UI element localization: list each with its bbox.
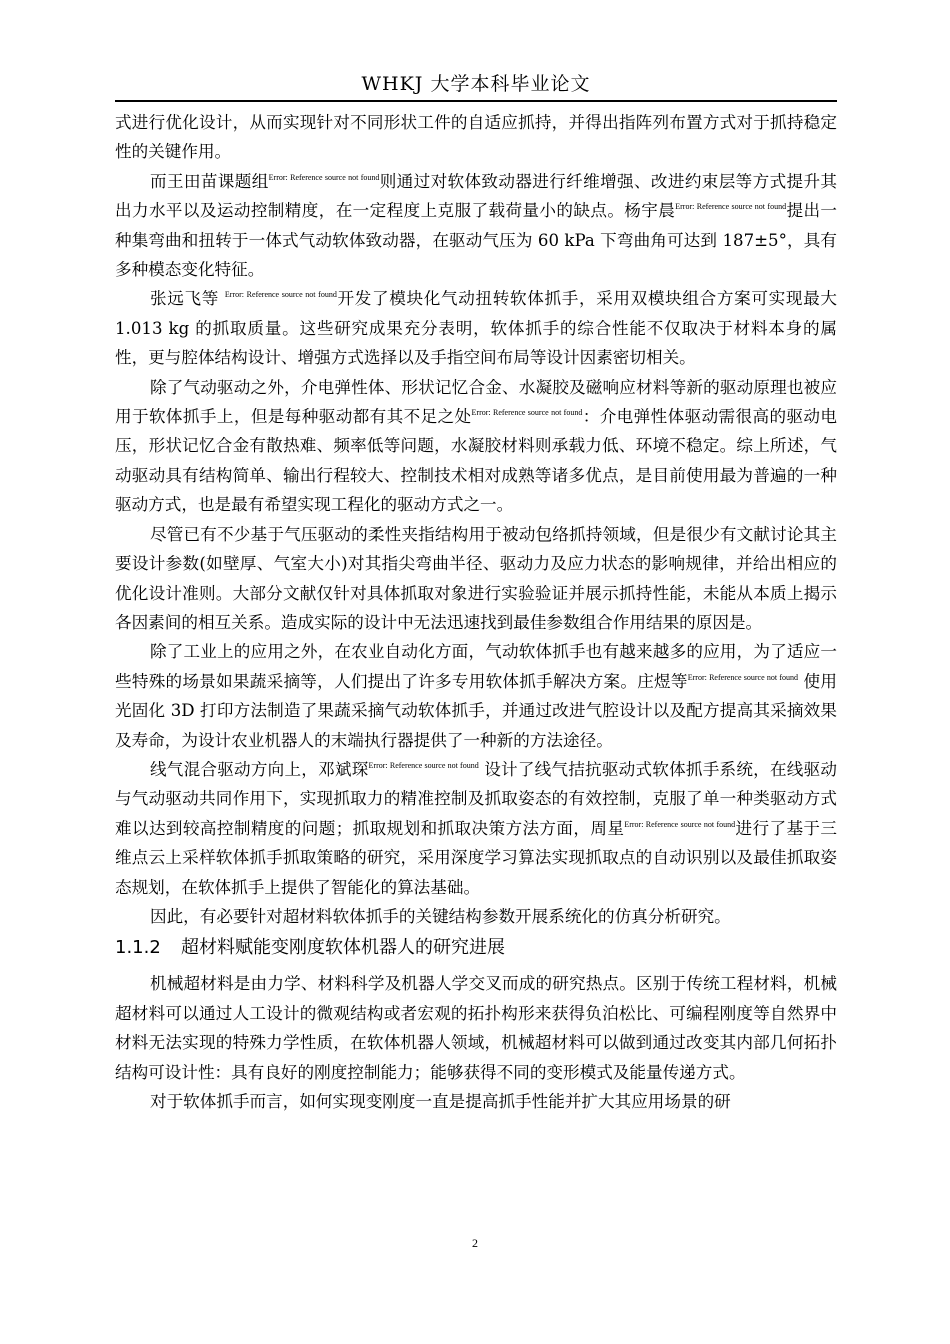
text-run: 而王田苗课题组 (150, 171, 269, 191)
citation-error: Error: Reference source not found (624, 819, 736, 829)
paragraph (115, 167, 837, 285)
paragraph: 对于软体抓手而言，如何实现变刚度一直是提高抓手性能并扩大其应用场景的研 (150, 1092, 731, 1111)
citation-error: Error: Reference source not found (675, 202, 787, 212)
text-run: 除了气动驱动之外，介电弹性体、形状记忆合金、水凝胶及磁响应材料等新的驱动原理也被应用于软体抓手上，但是每种驱动都有其不足之处 (115, 377, 837, 427)
paragraph: 机械超材料是由力学、材料科学及机器人学交叉而成的研究热点。区别于传统工程材料，机械超材料可以通过人工设计的微观结构或者宏观的拓扑构形来获得负泊松比、可编程刚度等自然界中材料无法实现的特殊力学性质，在软体机器人领域，机械超材料可以做到通过改变其内部几何拓扑结构可设计性：具有良好的刚度控制能力；能够获得不同的变形模式及能量传递方式。 (115, 974, 837, 1082)
text-run: 除了工业上的应用之外，在农业自动化方面，气动软体抓手也有越来越多的应用，为了适应一些特殊的场景如果蔬采摘等，人们提出了许多专用软体抓手解决方案。庄煜等 (115, 642, 837, 691)
text-run: 线气混合驱动方向上，邓斌琛 (150, 759, 369, 779)
paragraph: 式进行优化设计，从而实现针对不同形状工件的自适应抓持，并得出指阵列布置方式对于抓持稳定性的关键作用。 (115, 113, 837, 162)
body-text (115, 108, 837, 1116)
text-run: 设计了线气拮抗驱动式软体抓手系统，在线驱动与气动驱动共同作用下，实现抓取力的精准控制及抓取姿态的有效控制，克服了单一种类驱动方式难以达到较高控制精度的问题；抓取规划和抓取决策方法方面，周星 (115, 759, 837, 838)
text-run: 使用光固化 3D 打印方法制造了果蔬采摘气动软体抓手，并通过改进气腔设计以及配方提高其采摘效果及寿命，为设计农业机器人的末端执行器提供了一种新的方法途径。 (115, 671, 837, 750)
text-run: 进行了基于三维点云上采样软体抓手抓取策略的研究，采用深度学习算法实现抓取点的自动识别以及最佳抓取姿态规划，在软体抓手上提供了智能化的算法基础。 (115, 818, 838, 897)
paragraph: 因此，有必要针对超材料软体抓手的关键结构参数开展系统化的仿真分析研究。 (150, 906, 731, 926)
paragraph (115, 755, 837, 902)
header-divider (115, 100, 837, 102)
section-title: 超材料赋能变刚度软体机器人的研究进展 (181, 937, 505, 959)
text-run: 提出一种集弯曲和扭转于一体式气动软体致动器，在驱动气压为 60 kPa 下弯曲角可达到 187±5°，具有多种模态变化特征。 (115, 201, 838, 280)
text-run: 张远飞等 (150, 289, 225, 309)
text-run: 开发了模块化气动扭转软体抓手，采用双模块组合方案可实现最大 1.013 kg 的抓取质量。这些研究成果充分表明，软体抓手的综合性能不仅取决于材料本身的属性，更与腔体结构设计、增强方式选择以及手指空间布局等设计因素密切相关。 (115, 289, 837, 368)
section-heading (115, 935, 837, 961)
paragraph: 尽管已有不少基于气压驱动的柔性夹指结构用于被动包络抓持领域，但是很少有文献讨论其主要设计参数(如壁厚、气室大小)对其指尖弯曲半径、驱动力及应力状态的影响规律，并给出相应的优化设计准则。大部分文献仅针对具体抓取对象进行实验验证并展示抓持性能，未能从本质上揭示各因素间的相互关系。造成实际的设计中无法迅速找到最佳参数组合作用结果的原因是。 (115, 524, 837, 632)
running-header: WHKJ 大学本科毕业论文 (361, 73, 591, 95)
citation-error: Error: Reference source not found (368, 760, 479, 770)
section-number: 1.1.2 (115, 937, 161, 959)
paragraph (115, 284, 837, 372)
citation-error: Error: Reference source not found (268, 172, 380, 182)
text-run: 则通过对软体致动器进行纤维增强、改进约束层等方式提升其出力水平以及运动控制精度，在一定程度上克服了载荷量小的缺点。杨宇晨 (115, 171, 838, 221)
citation-error: Error: Reference source not found (224, 290, 337, 300)
page-number: 2 (472, 1236, 478, 1250)
text-run: ：介电弹性体驱动需很高的驱动电压，形状记忆合金有散热难、频率低等问题，水凝胶材料则承载力低、环境不稳定。综上所述，气动驱动具有结构简单、输出行程较大、控制技术相对成熟等诸多优点，是目前使用最为普遍的一种驱动方式，也是最有希望实现工程化的驱动方式之一。 (115, 407, 837, 515)
citation-error: Error: Reference source not found (687, 672, 799, 682)
paragraph (115, 637, 837, 755)
citation-error: Error: Reference source not found (471, 408, 583, 418)
paragraph (115, 373, 837, 520)
